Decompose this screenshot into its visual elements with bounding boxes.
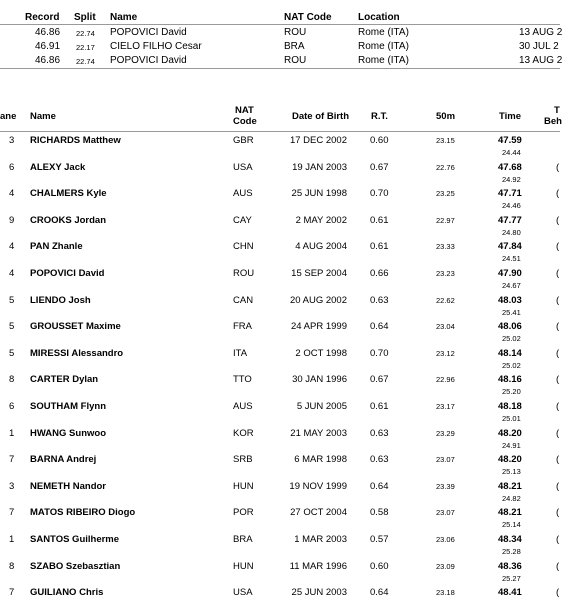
split-50m: 22.62 (436, 295, 455, 305)
table-row (0, 560, 560, 587)
table-row (0, 506, 560, 533)
final-time: 48.06 (498, 321, 522, 333)
records-split: 22.74 (76, 57, 95, 66)
table-row (0, 400, 560, 427)
records-name: POPOVICI David (110, 27, 187, 38)
date-of-birth: 25 JUN 1998 (291, 188, 347, 200)
swimmer-name: GUILIANO Chris (30, 587, 104, 599)
records-name: POPOVICI David (110, 55, 187, 66)
time-behind: ( (556, 507, 560, 519)
split-second-50: 25.27 (502, 573, 521, 583)
final-time: 48.36 (498, 560, 522, 572)
date-of-birth: 5 JUN 2005 (296, 401, 347, 412)
reaction-time: 0.57 (370, 534, 389, 545)
nat-code: GBR (233, 135, 254, 146)
records-row (0, 54, 560, 67)
date-of-birth: 2 MAY 2002 (295, 214, 347, 226)
reaction-time: 0.67 (370, 161, 389, 173)
records-date: 30 JUL 2 (519, 41, 559, 52)
records-row (0, 26, 560, 39)
date-of-birth: 17 DEC 2002 (289, 135, 347, 146)
split-second-50: 25.14 (502, 520, 521, 530)
time-behind: ( (556, 374, 560, 386)
header-50m: 50m (436, 111, 456, 122)
split-50m: 23.06 (436, 535, 455, 544)
reaction-time: 0.64 (370, 480, 389, 492)
date-of-birth: 4 AUG 2004 (295, 241, 347, 253)
header-dob: Date of Birth (292, 111, 349, 122)
nat-code: SRB (233, 454, 253, 466)
records-location: Rome (ITA) (358, 27, 409, 38)
records-header-location: Location (358, 12, 400, 23)
time-behind: ( (556, 427, 560, 439)
header-lane: ane (0, 111, 17, 122)
results-header-divider (0, 131, 560, 132)
nat-code: AUS (233, 401, 253, 412)
nat-code: ROU (233, 268, 255, 279)
nat-code: POR (233, 507, 254, 519)
table-row (0, 240, 560, 267)
nat-code: AUS (233, 188, 253, 200)
split-second-50: 25.13 (502, 467, 521, 477)
table-row (0, 134, 560, 161)
split-50m: 22.76 (436, 162, 455, 172)
reaction-time: 0.70 (370, 188, 389, 200)
records-nat: BRA (284, 41, 305, 52)
nat-code: CAN (233, 294, 254, 306)
swimmer-name: PAN Zhanle (30, 241, 83, 253)
records-nat: ROU (284, 55, 307, 66)
records-header-name: Name (110, 12, 138, 23)
records-header-divider (0, 24, 560, 25)
nat-code: CAY (233, 214, 252, 226)
nat-code: ITA (233, 347, 248, 359)
records-header-split: Split (74, 12, 96, 23)
lane-cell: 9 (9, 214, 15, 226)
records-header-row (0, 11, 560, 24)
time-behind: ( (556, 454, 560, 466)
time-behind: ( (556, 188, 560, 200)
records-date: 13 AUG 2 (519, 55, 562, 66)
lane-cell: 8 (9, 374, 15, 386)
time-behind: ( (556, 534, 560, 545)
final-time: 48.21 (498, 480, 522, 492)
final-time: 48.34 (498, 534, 522, 545)
nat-code: TTO (233, 374, 252, 386)
final-time: 48.41 (498, 587, 522, 599)
header-nat-line2: Code (233, 116, 257, 127)
final-time: 47.59 (498, 135, 522, 146)
swimmer-name: GROUSSET Maxime (30, 321, 121, 333)
reaction-time: 0.60 (370, 135, 389, 146)
reaction-time: 0.67 (370, 374, 389, 386)
split-second-50: 24.51 (502, 254, 521, 264)
time-behind: ( (556, 294, 560, 306)
lane-cell: 5 (9, 347, 15, 359)
header-rt: R.T. (371, 111, 388, 122)
swimmer-name: CROOKS Jordan (30, 214, 107, 226)
split-50m: 23.33 (436, 242, 455, 252)
time-behind: ( (556, 587, 560, 599)
split-second-50: 24.67 (502, 281, 521, 290)
split-second-50: 24.92 (502, 174, 521, 184)
swimmer-name: NEMETH Nandor (30, 480, 106, 492)
records-row (0, 40, 560, 53)
time-behind: ( (556, 321, 560, 333)
table-row (0, 373, 560, 400)
swimmer-name: POPOVICI David (30, 268, 105, 279)
nat-code: BRA (233, 534, 253, 545)
table-row (0, 586, 560, 613)
split-second-50: 25.41 (502, 307, 521, 317)
swimmer-name: BARNA Andrej (30, 454, 97, 466)
header-nat-line1: NAT (235, 105, 254, 116)
date-of-birth: 19 NOV 1999 (289, 480, 347, 492)
nat-code: USA (233, 161, 253, 173)
split-second-50: 25.02 (502, 360, 521, 370)
time-behind: ( (556, 560, 560, 572)
reaction-time: 0.64 (370, 321, 389, 333)
split-50m: 23.25 (436, 189, 455, 199)
split-second-50: 24.44 (502, 148, 521, 157)
records-record: 46.86 (35, 27, 61, 38)
header-time: Time (499, 111, 522, 122)
date-of-birth: 2 OCT 1998 (295, 347, 347, 359)
final-time: 48.20 (498, 427, 522, 439)
table-row (0, 347, 560, 374)
split-50m: 23.09 (436, 561, 455, 571)
split-second-50: 25.20 (502, 387, 521, 397)
swimmer-name: SZABO Szebasztian (30, 560, 121, 572)
swimmer-name: ALEXY Jack (30, 161, 86, 173)
split-50m: 22.97 (436, 215, 455, 225)
final-time: 48.20 (498, 454, 522, 466)
final-time: 47.68 (498, 161, 522, 173)
table-row (0, 453, 560, 480)
nat-code: USA (233, 587, 253, 599)
records-location: Rome (ITA) (358, 55, 409, 66)
split-50m: 23.07 (436, 455, 455, 465)
final-time: 47.84 (498, 241, 522, 253)
date-of-birth: 19 JAN 2003 (292, 161, 347, 173)
lane-cell: 7 (9, 587, 15, 599)
table-row (0, 214, 560, 241)
records-bottom-divider (0, 68, 560, 69)
nat-code: KOR (233, 427, 254, 439)
reaction-time: 0.58 (370, 507, 389, 519)
split-second-50: 25.28 (502, 547, 521, 556)
reaction-time: 0.70 (370, 347, 389, 359)
time-behind: ( (556, 347, 560, 359)
date-of-birth: 11 MAR 1996 (289, 560, 347, 572)
split-50m: 23.07 (436, 508, 455, 518)
final-time: 47.90 (498, 268, 522, 279)
lane-cell: 4 (9, 268, 15, 279)
records-location: Rome (ITA) (358, 41, 409, 52)
nat-code: HUN (233, 560, 254, 572)
swimmer-name: HWANG Sunwoo (30, 427, 106, 439)
lane-cell: 3 (9, 480, 15, 492)
nat-code: HUN (233, 480, 254, 492)
lane-cell: 1 (9, 427, 15, 439)
time-behind: ( (556, 161, 560, 173)
reaction-time: 0.61 (370, 241, 389, 253)
swimmer-name: SANTOS Guilherme (30, 534, 120, 545)
swimmer-name: CARTER Dylan (30, 374, 99, 386)
split-50m: 23.29 (436, 428, 455, 438)
reaction-time: 0.60 (370, 560, 389, 572)
lane-cell: 6 (9, 161, 15, 173)
records-date: 13 AUG 2 (519, 27, 562, 38)
reaction-time: 0.61 (370, 401, 389, 412)
date-of-birth: 15 SEP 2004 (291, 268, 347, 279)
table-row (0, 267, 560, 294)
split-50m: 23.15 (436, 136, 455, 145)
table-row (0, 533, 560, 560)
lane-cell: 1 (9, 534, 15, 545)
header-name: Name (30, 111, 56, 122)
split-second-50: 25.02 (502, 334, 521, 344)
lane-cell: 6 (9, 401, 15, 412)
date-of-birth: 24 APR 1999 (291, 321, 347, 333)
split-second-50: 25.01 (502, 414, 521, 423)
table-row (0, 161, 560, 188)
final-time: 48.18 (498, 401, 522, 412)
reaction-time: 0.63 (370, 294, 389, 306)
reaction-time: 0.63 (370, 454, 389, 466)
results-header (0, 100, 560, 132)
split-50m: 23.17 (436, 402, 455, 411)
table-row (0, 427, 560, 454)
table-row (0, 480, 560, 507)
split-50m: 23.39 (436, 481, 455, 491)
reaction-time: 0.63 (370, 427, 389, 439)
header-tb-line2: Beh (544, 116, 562, 127)
split-50m: 22.96 (436, 375, 455, 385)
header-tb-line1: T (554, 105, 560, 116)
records-name: CIELO FILHO Cesar (110, 41, 202, 52)
split-50m: 23.23 (436, 269, 455, 278)
time-behind: ( (556, 401, 560, 412)
date-of-birth: 25 JUN 2003 (291, 587, 347, 599)
swimmer-name: CHALMERS Kyle (30, 188, 107, 200)
records-header-record: Record (25, 12, 60, 23)
nat-code: CHN (233, 241, 254, 253)
lane-cell: 8 (9, 560, 15, 572)
records-record: 46.86 (35, 55, 61, 66)
lane-cell: 5 (9, 321, 15, 333)
split-50m: 23.04 (436, 322, 455, 332)
records-split: 22.17 (76, 43, 95, 52)
nat-code: FRA (233, 321, 252, 333)
lane-cell: 7 (9, 507, 15, 519)
swimmer-name: RICHARDS Matthew (30, 135, 121, 146)
lane-cell: 3 (9, 135, 15, 146)
time-behind: ( (556, 480, 560, 492)
lane-cell: 7 (9, 454, 15, 466)
date-of-birth: 27 OCT 2004 (290, 507, 347, 519)
records-split: 22.74 (76, 29, 95, 38)
date-of-birth: 6 MAR 1998 (294, 454, 347, 466)
records-header-nat: NAT Code (284, 12, 332, 23)
reaction-time: 0.64 (370, 587, 389, 599)
date-of-birth: 30 JAN 1996 (292, 374, 347, 386)
reaction-time: 0.61 (370, 214, 389, 226)
swimmer-name: MIRESSI Alessandro (30, 347, 124, 359)
date-of-birth: 20 AUG 2002 (289, 294, 347, 306)
final-time: 48.16 (498, 374, 522, 386)
table-row (0, 187, 560, 214)
final-time: 48.21 (498, 507, 522, 519)
date-of-birth: 21 MAY 2003 (290, 427, 347, 439)
swimmer-name: SOUTHAM Flynn (30, 401, 106, 412)
split-second-50: 24.91 (502, 440, 521, 450)
lane-cell: 5 (9, 294, 15, 306)
lane-cell: 4 (9, 188, 15, 200)
final-time: 48.14 (498, 347, 522, 359)
time-behind: ( (556, 241, 560, 253)
swimmer-name: MATOS RIBEIRO Diogo (30, 507, 136, 519)
date-of-birth: 1 MAR 2003 (294, 534, 347, 545)
split-second-50: 24.46 (502, 201, 521, 211)
split-second-50: 24.82 (502, 493, 521, 503)
reaction-time: 0.66 (370, 268, 389, 279)
lane-cell: 4 (9, 241, 15, 253)
swimmer-name: LIENDO Josh (30, 294, 91, 306)
split-50m: 23.12 (436, 348, 455, 358)
table-row (0, 294, 560, 321)
split-second-50: 24.80 (502, 227, 521, 237)
records-nat: ROU (284, 27, 307, 38)
table-row (0, 320, 560, 347)
split-50m: 23.18 (436, 588, 455, 598)
final-time: 47.71 (498, 188, 522, 200)
final-time: 47.77 (498, 214, 522, 226)
time-behind: ( (556, 268, 560, 279)
final-time: 48.03 (498, 294, 522, 306)
time-behind: ( (556, 214, 560, 226)
records-record: 46.91 (35, 41, 61, 52)
